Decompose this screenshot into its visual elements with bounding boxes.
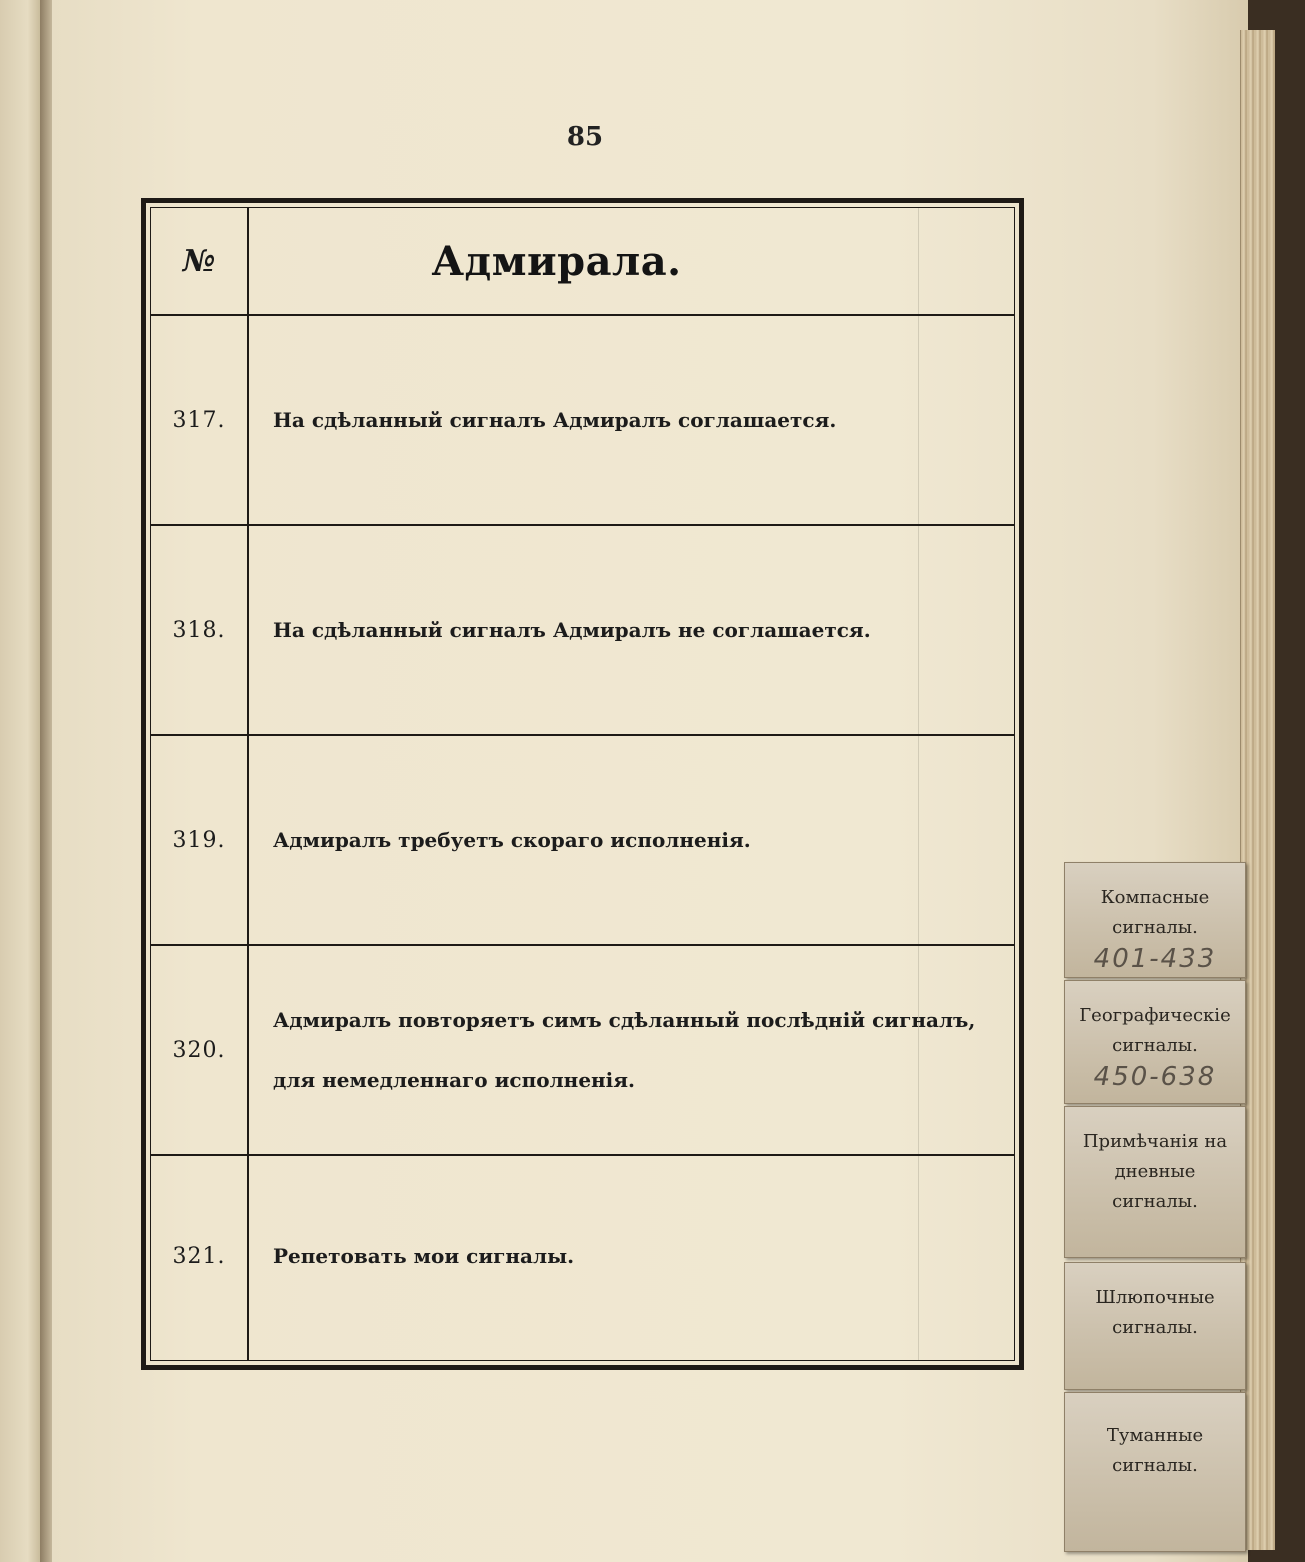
signal-text: На сдѣланный сигналъ Адмиралъ не соглашается.: [273, 618, 871, 642]
table-row: [151, 736, 1014, 946]
signal-table: [141, 198, 1024, 1370]
tab-geographic-signals[interactable]: [1064, 980, 1246, 1104]
signal-text: Репетовать мои сигналы.: [273, 1244, 575, 1268]
table-header: [151, 208, 1014, 316]
tab-label: Компасные: [1100, 887, 1210, 908]
header-title: Адмирала.: [431, 237, 682, 285]
tab-label: сигналы.: [1112, 917, 1198, 938]
tab-label: сигналы.: [1112, 1191, 1198, 1212]
signal-number: 318.: [172, 617, 226, 643]
tab-label: Географическіе: [1079, 1005, 1231, 1026]
signal-text: Адмиралъ требуетъ скораго исполненія.: [273, 828, 751, 852]
tab-label: Примѣчанія на: [1082, 1131, 1228, 1152]
signal-number: 321.: [172, 1243, 226, 1269]
table-row: [151, 526, 1014, 736]
signal-number: 319.: [172, 827, 226, 853]
header-number: №: [182, 243, 216, 279]
table-row: [151, 316, 1014, 526]
signal-number: 320.: [172, 1037, 226, 1063]
tab-label: Туманные: [1106, 1425, 1204, 1446]
tab-compass-signals[interactable]: [1064, 862, 1246, 978]
table-row: [151, 946, 1014, 1156]
tab-fog-signals[interactable]: [1064, 1392, 1246, 1552]
table-row: [151, 1156, 1014, 1356]
tab-boat-signals[interactable]: [1064, 1262, 1246, 1390]
tab-label: сигналы.: [1112, 1317, 1198, 1338]
signal-number: 317.: [172, 407, 226, 433]
tab-label: сигналы.: [1112, 1035, 1198, 1056]
signal-text: Адмиралъ повторяетъ симъ сдѣланный послѣдній сигналъ, для немедленнаго исполненія.: [273, 1008, 976, 1092]
tab-label: сигналы.: [1112, 1455, 1198, 1476]
tab-label: Шлюпочные: [1095, 1287, 1215, 1308]
page-number: 85: [566, 122, 604, 152]
tab-label: дневные: [1114, 1161, 1196, 1182]
tab-handwritten-range: 401-433: [1093, 944, 1217, 974]
tab-day-signal-notes[interactable]: [1064, 1106, 1246, 1258]
tab-handwritten-range: 450-638: [1093, 1062, 1217, 1092]
signal-text: На сдѣланный сигналъ Адмиралъ соглашается.: [273, 408, 837, 432]
signal-table-inner: [150, 207, 1015, 1361]
